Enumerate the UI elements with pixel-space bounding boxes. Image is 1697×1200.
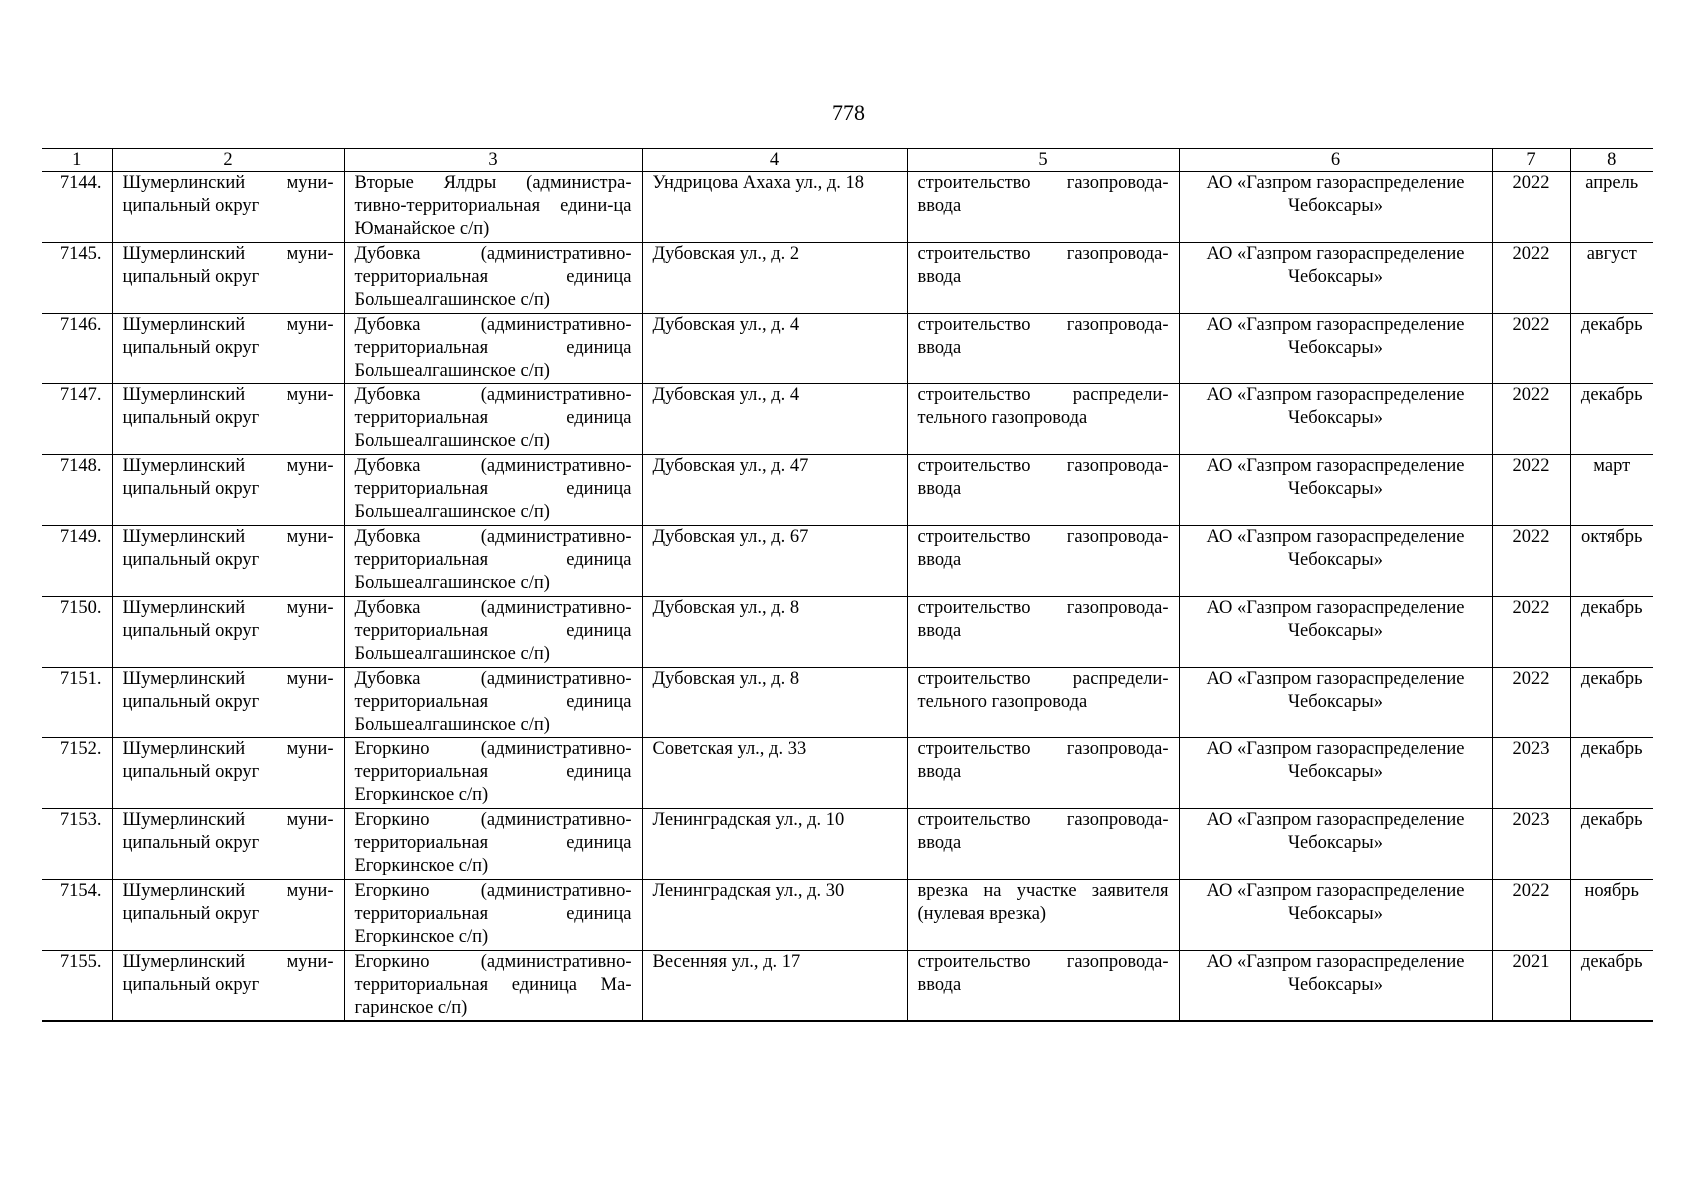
address-cell: Дубовская ул., д. 2 [642, 242, 907, 313]
work-type-cell: строительство газопровода-ввода [907, 596, 1179, 667]
month-cell: декабрь [1570, 809, 1653, 880]
header-col-8: 8 [1570, 149, 1653, 172]
work-type-cell: строительство газопровода-ввода [907, 313, 1179, 384]
month-cell: декабрь [1570, 667, 1653, 738]
address-cell: Дубовская ул., д. 67 [642, 525, 907, 596]
district-cell: Шумерлинский муни-ципальный округ [112, 455, 344, 526]
organization-cell: АО «Газпром газораспределение Чебоксары» [1179, 809, 1492, 880]
address-cell: Дубовская ул., д. 8 [642, 596, 907, 667]
work-type-cell: строительство газопровода-ввода [907, 738, 1179, 809]
month-cell: декабрь [1570, 596, 1653, 667]
month-cell: декабрь [1570, 313, 1653, 384]
year-cell: 2022 [1492, 879, 1570, 950]
table-row [42, 738, 1653, 809]
locality-cell: Дубовка (административно-территориальная единица Большеалгашинское с/п) [344, 313, 642, 384]
district-cell: Шумерлинский муни-ципальный округ [112, 667, 344, 738]
year-cell: 2023 [1492, 738, 1570, 809]
year-cell: 2022 [1492, 596, 1570, 667]
year-cell: 2022 [1492, 313, 1570, 384]
organization-cell: АО «Газпром газораспределение Чебоксары» [1179, 667, 1492, 738]
header-row [42, 149, 1653, 172]
work-type-cell: строительство газопровода-ввода [907, 455, 1179, 526]
address-cell: Весенняя ул., д. 17 [642, 950, 907, 1021]
year-cell: 2022 [1492, 455, 1570, 526]
header-col-6: 6 [1179, 149, 1492, 172]
locality-cell: Дубовка (административно-территориальная единица Большеалгашинское с/п) [344, 596, 642, 667]
district-cell: Шумерлинский муни-ципальный округ [112, 313, 344, 384]
address-cell: Советская ул., д. 33 [642, 738, 907, 809]
header-col-3: 3 [344, 149, 642, 172]
locality-cell: Дубовка (административно-территориальная единица Большеалгашинское с/п) [344, 525, 642, 596]
row-number: 7147. [42, 384, 112, 455]
month-cell: декабрь [1570, 950, 1653, 1021]
work-type-cell: строительство газопровода-ввода [907, 242, 1179, 313]
organization-cell: АО «Газпром газораспределение Чебоксары» [1179, 242, 1492, 313]
table-row [42, 950, 1653, 1021]
table-row [42, 384, 1653, 455]
row-number: 7145. [42, 242, 112, 313]
district-cell: Шумерлинский муни-ципальный округ [112, 809, 344, 880]
month-cell: август [1570, 242, 1653, 313]
month-cell: декабрь [1570, 384, 1653, 455]
district-cell: Шумерлинский муни-ципальный округ [112, 738, 344, 809]
locality-cell: Егоркино (административно-территориальная единица Ма-гаринское с/п) [344, 950, 642, 1021]
district-cell: Шумерлинский муни-ципальный округ [112, 950, 344, 1021]
row-number: 7144. [42, 172, 112, 243]
row-number: 7151. [42, 667, 112, 738]
row-number: 7148. [42, 455, 112, 526]
row-number: 7150. [42, 596, 112, 667]
year-cell: 2022 [1492, 172, 1570, 243]
address-cell: Ленинградская ул., д. 10 [642, 809, 907, 880]
year-cell: 2022 [1492, 384, 1570, 455]
table-row [42, 313, 1653, 384]
work-type-cell: врезка на участке заявителя (нулевая врезка) [907, 879, 1179, 950]
table-row [42, 242, 1653, 313]
locality-cell: Дубовка (административно-территориальная единица Большеалгашинское с/п) [344, 384, 642, 455]
year-cell: 2021 [1492, 950, 1570, 1021]
page-number: 778 [832, 100, 865, 125]
district-cell: Шумерлинский муни-ципальный округ [112, 596, 344, 667]
organization-cell: АО «Газпром газораспределение Чебоксары» [1179, 879, 1492, 950]
work-type-cell: строительство газопровода-ввода [907, 809, 1179, 880]
locality-cell: Дубовка (административно-территориальная единица Большеалгашинское с/п) [344, 667, 642, 738]
row-number: 7146. [42, 313, 112, 384]
table-row [42, 596, 1653, 667]
district-cell: Шумерлинский муни-ципальный округ [112, 172, 344, 243]
organization-cell: АО «Газпром газораспределение Чебоксары» [1179, 313, 1492, 384]
address-cell: Дубовская ул., д. 4 [642, 384, 907, 455]
address-cell: Дубовская ул., д. 8 [642, 667, 907, 738]
header-col-5: 5 [907, 149, 1179, 172]
locality-cell: Дубовка (административно-территориальная единица Большеалгашинское с/п) [344, 455, 642, 526]
locality-cell: Дубовка (административно-территориальная единица Большеалгашинское с/п) [344, 242, 642, 313]
address-cell: Дубовская ул., д. 4 [642, 313, 907, 384]
organization-cell: АО «Газпром газораспределение Чебоксары» [1179, 738, 1492, 809]
locality-cell: Вторые Ялдры (администра-тивно-территориальная едини-ца Юманайское с/п) [344, 172, 642, 243]
organization-cell: АО «Газпром газораспределение Чебоксары» [1179, 950, 1492, 1021]
district-cell: Шумерлинский муни-ципальный округ [112, 525, 344, 596]
header-col-4: 4 [642, 149, 907, 172]
organization-cell: АО «Газпром газораспределение Чебоксары» [1179, 455, 1492, 526]
district-cell: Шумерлинский муни-ципальный округ [112, 384, 344, 455]
month-cell: март [1570, 455, 1653, 526]
table-body [42, 172, 1653, 1022]
work-type-cell: строительство газопровода-ввода [907, 172, 1179, 243]
table-row [42, 667, 1653, 738]
month-cell: ноябрь [1570, 879, 1653, 950]
year-cell: 2023 [1492, 809, 1570, 880]
row-number: 7149. [42, 525, 112, 596]
month-cell: октябрь [1570, 525, 1653, 596]
organization-cell: АО «Газпром газораспределение Чебоксары» [1179, 172, 1492, 243]
gas-connection-table [42, 148, 1653, 1022]
table-row [42, 809, 1653, 880]
address-cell: Ленинградская ул., д. 30 [642, 879, 907, 950]
organization-cell: АО «Газпром газораспределение Чебоксары» [1179, 596, 1492, 667]
table-row [42, 879, 1653, 950]
year-cell: 2022 [1492, 242, 1570, 313]
locality-cell: Егоркино (административно-территориальная единица Егоркинское с/п) [344, 809, 642, 880]
month-cell: декабрь [1570, 738, 1653, 809]
year-cell: 2022 [1492, 667, 1570, 738]
district-cell: Шумерлинский муни-ципальный округ [112, 242, 344, 313]
district-cell: Шумерлинский муни-ципальный округ [112, 879, 344, 950]
work-type-cell: строительство распредели-тельного газопровода [907, 667, 1179, 738]
organization-cell: АО «Газпром газораспределение Чебоксары» [1179, 384, 1492, 455]
organization-cell: АО «Газпром газораспределение Чебоксары» [1179, 525, 1492, 596]
month-cell: апрель [1570, 172, 1653, 243]
address-cell: Ундрицова Ахаха ул., д. 18 [642, 172, 907, 243]
header-col-7: 7 [1492, 149, 1570, 172]
year-cell: 2022 [1492, 525, 1570, 596]
header-col-2: 2 [112, 149, 344, 172]
row-number: 7154. [42, 879, 112, 950]
locality-cell: Егоркино (административно-территориальная единица Егоркинское с/п) [344, 879, 642, 950]
table-header [42, 149, 1653, 172]
table-row [42, 172, 1653, 243]
work-type-cell: строительство газопровода-ввода [907, 525, 1179, 596]
row-number: 7155. [42, 950, 112, 1021]
row-number: 7153. [42, 809, 112, 880]
table-row [42, 455, 1653, 526]
row-number: 7152. [42, 738, 112, 809]
header-col-1: 1 [42, 149, 112, 172]
table-row [42, 525, 1653, 596]
locality-cell: Егоркино (административно-территориальная единица Егоркинское с/п) [344, 738, 642, 809]
work-type-cell: строительство распредели-тельного газопровода [907, 384, 1179, 455]
work-type-cell: строительство газопровода-ввода [907, 950, 1179, 1021]
address-cell: Дубовская ул., д. 47 [642, 455, 907, 526]
